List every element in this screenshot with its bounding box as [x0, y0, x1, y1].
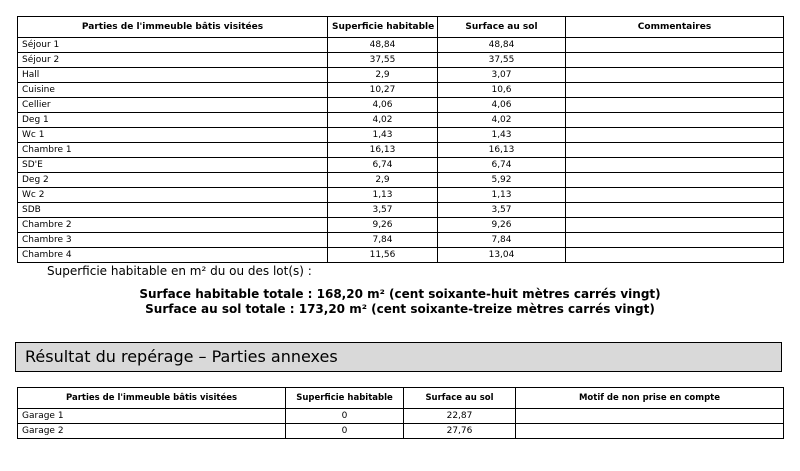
table-row — [18, 188, 784, 203]
annex-header-motif: Motif de non prise en compte — [516, 388, 784, 409]
cell-room: Cellier — [18, 98, 328, 113]
cell-habitable: 9,26 — [328, 218, 438, 233]
table-row — [18, 143, 784, 158]
cell-motif — [516, 424, 784, 439]
table-row — [18, 233, 784, 248]
table-row — [18, 53, 784, 68]
table-row — [18, 248, 784, 263]
table-row — [18, 128, 784, 143]
cell-sol: 48,84 — [438, 38, 566, 53]
cell-room: SD'E — [18, 158, 328, 173]
main-surface-table — [17, 16, 784, 263]
cell-habitable: 2,9 — [328, 173, 438, 188]
table-row — [18, 424, 784, 439]
table-row — [18, 173, 784, 188]
cell-sol: 4,06 — [438, 98, 566, 113]
cell-comment — [566, 113, 784, 128]
cell-room: Garage 1 — [18, 409, 286, 424]
cell-habitable: 11,56 — [328, 248, 438, 263]
cell-habitable: 3,57 — [328, 203, 438, 218]
table-row — [18, 409, 784, 424]
cell-habitable: 1,43 — [328, 128, 438, 143]
cell-comment — [566, 128, 784, 143]
cell-comment — [566, 203, 784, 218]
cell-room: Séjour 1 — [18, 38, 328, 53]
cell-room: Deg 2 — [18, 173, 328, 188]
annex-surface-table — [17, 387, 784, 439]
cell-sol: 1,13 — [438, 188, 566, 203]
cell-room: Chambre 3 — [18, 233, 328, 248]
cell-sol: 5,92 — [438, 173, 566, 188]
cell-sol: 3,57 — [438, 203, 566, 218]
cell-sol: 37,55 — [438, 53, 566, 68]
cell-comment — [566, 248, 784, 263]
table-row — [18, 38, 784, 53]
cell-sol: 9,26 — [438, 218, 566, 233]
cell-room: Deg 1 — [18, 113, 328, 128]
cell-room: Chambre 2 — [18, 218, 328, 233]
header-superficie-habitable: Superficie habitable — [328, 17, 438, 38]
cell-habitable: 2,9 — [328, 68, 438, 83]
cell-habitable: 4,02 — [328, 113, 438, 128]
cell-habitable: 48,84 — [328, 38, 438, 53]
cell-sol: 10,6 — [438, 83, 566, 98]
cell-habitable: 0 — [286, 409, 404, 424]
cell-habitable: 37,55 — [328, 53, 438, 68]
table-header-row — [18, 17, 784, 38]
table-row — [18, 158, 784, 173]
cell-comment — [566, 188, 784, 203]
annex-header-superficie-habitable: Superficie habitable — [286, 388, 404, 409]
totals-block — [0, 287, 800, 317]
table-row — [18, 83, 784, 98]
table-row — [18, 68, 784, 83]
cell-sol: 13,04 — [438, 248, 566, 263]
table-row — [18, 218, 784, 233]
total-habitable: Surface habitable totale : 168,20 m² (cent soixante-huit mètres carrés vingt) — [139, 287, 661, 301]
cell-sol: 3,07 — [438, 68, 566, 83]
cell-room: SDB — [18, 203, 328, 218]
cell-room: Chambre 1 — [18, 143, 328, 158]
cell-sol: 1,43 — [438, 128, 566, 143]
cell-room: Chambre 4 — [18, 248, 328, 263]
cell-room: Wc 2 — [18, 188, 328, 203]
cell-comment — [566, 158, 784, 173]
main-table-body — [18, 38, 784, 263]
cell-comment — [566, 98, 784, 113]
total-sol: Surface au sol totale : 173,20 m² (cent soixante-treize mètres carrés vingt) — [145, 302, 655, 316]
annex-header-surface-sol: Surface au sol — [404, 388, 516, 409]
cell-room: Séjour 2 — [18, 53, 328, 68]
cell-sol: 6,74 — [438, 158, 566, 173]
cell-sol: 7,84 — [438, 233, 566, 248]
cell-room: Garage 2 — [18, 424, 286, 439]
cell-habitable: 0 — [286, 424, 404, 439]
annex-header-parties: Parties de l'immeuble bâtis visitées — [18, 388, 286, 409]
cell-habitable: 6,74 — [328, 158, 438, 173]
cell-habitable: 10,27 — [328, 83, 438, 98]
cell-sol: 16,13 — [438, 143, 566, 158]
cell-comment — [566, 68, 784, 83]
table-row — [18, 203, 784, 218]
cell-comment — [566, 38, 784, 53]
summary-label: Superficie habitable en m² du ou des lot(s) : — [47, 264, 312, 278]
cell-habitable: 4,06 — [328, 98, 438, 113]
cell-comment — [566, 83, 784, 98]
annex-table-body — [18, 409, 784, 439]
table-row — [18, 98, 784, 113]
cell-sol: 4,02 — [438, 113, 566, 128]
cell-habitable: 16,13 — [328, 143, 438, 158]
header-parties: Parties de l'immeuble bâtis visitées — [18, 17, 328, 38]
cell-comment — [566, 173, 784, 188]
cell-comment — [566, 53, 784, 68]
table-row — [18, 113, 784, 128]
cell-comment — [566, 233, 784, 248]
cell-room: Cuisine — [18, 83, 328, 98]
cell-habitable: 1,13 — [328, 188, 438, 203]
cell-room: Wc 1 — [18, 128, 328, 143]
cell-sol: 22,87 — [404, 409, 516, 424]
annex-section-title: Résultat du repérage – Parties annexes — [15, 342, 782, 372]
cell-comment — [566, 218, 784, 233]
header-surface-sol: Surface au sol — [438, 17, 566, 38]
cell-habitable: 7,84 — [328, 233, 438, 248]
header-commentaires: Commentaires — [566, 17, 784, 38]
cell-sol: 27,76 — [404, 424, 516, 439]
cell-room: Hall — [18, 68, 328, 83]
cell-motif — [516, 409, 784, 424]
cell-comment — [566, 143, 784, 158]
annex-header-row — [18, 388, 784, 409]
